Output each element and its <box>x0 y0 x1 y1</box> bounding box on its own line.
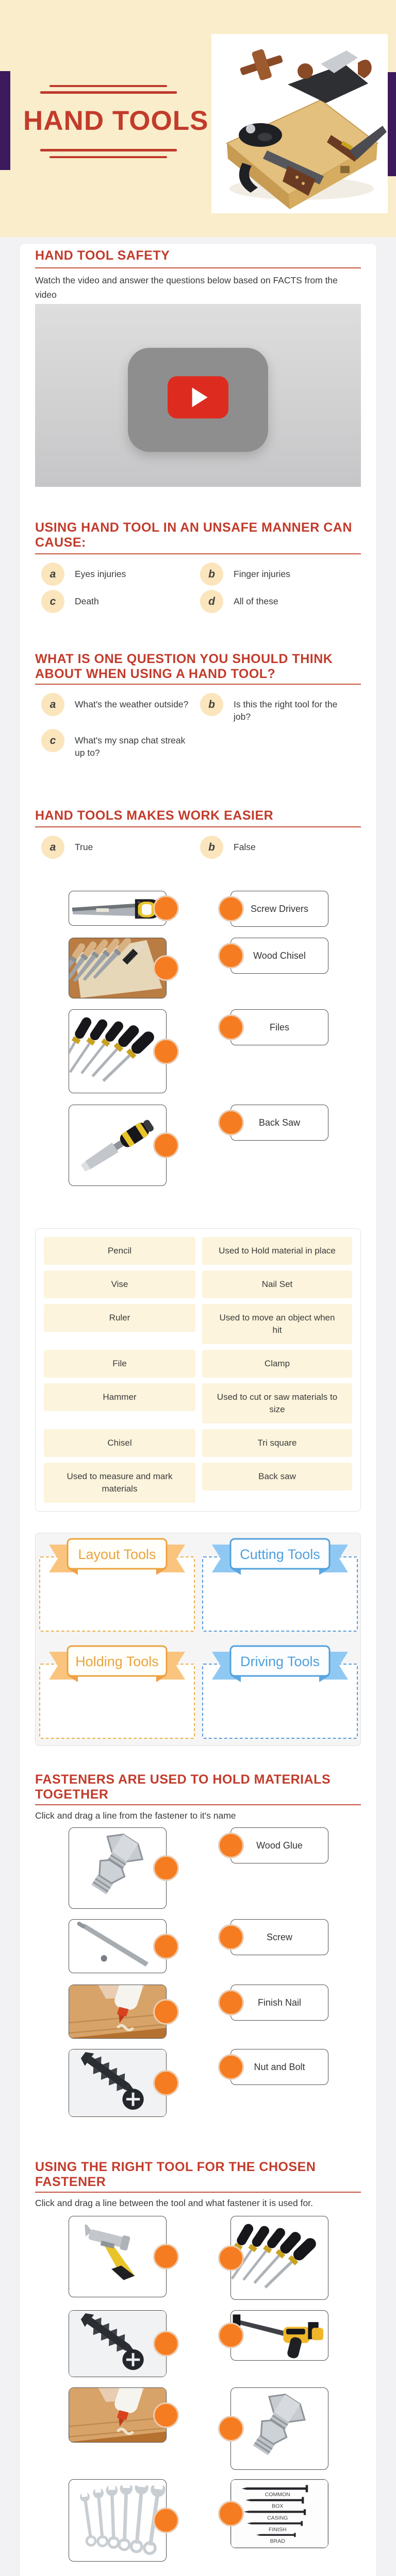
play-icon <box>192 387 208 407</box>
drag-connector-dot[interactable] <box>219 896 243 921</box>
match-row <box>69 938 361 998</box>
drag-connector-dot[interactable] <box>219 1110 243 1135</box>
table-cell[interactable]: File <box>44 1350 195 1378</box>
drag-connector-dot[interactable] <box>154 2244 178 2269</box>
drag-connector-dot[interactable] <box>154 896 178 921</box>
match-label <box>230 1105 328 1141</box>
option-b[interactable] <box>200 563 361 586</box>
finish-nail-image <box>69 1919 167 1973</box>
match-row <box>69 1827 361 1909</box>
ribbon-label: Layout Tools <box>78 1547 156 1562</box>
ribbon-label: Driving Tools <box>240 1654 320 1669</box>
section-heading-unsafe-manner: USING HAND TOOL IN AN UNSAFE MANNER CAN CAUSE: <box>35 520 352 550</box>
match-label <box>230 891 328 927</box>
table-cell[interactable]: Used to measure and mark materials <box>44 1463 195 1503</box>
q3-options <box>35 836 361 859</box>
option-text: What's the weather outside? <box>75 699 189 709</box>
match-row <box>69 2049 361 2117</box>
decorative-line <box>50 85 167 87</box>
nut-and-bolt-image <box>69 1827 167 1909</box>
drag-connector-dot[interactable] <box>219 943 243 968</box>
section-heading-one-question: WHAT IS ONE QUESTION YOU SHOULD THINK ABOUT WHEN USING A HAND TOOL? <box>35 652 333 681</box>
table-row <box>44 1463 352 1503</box>
ribbon-banner-blue <box>212 1536 348 1578</box>
table-cell[interactable]: Chisel <box>44 1429 195 1457</box>
match-label-text: Back Saw <box>258 1117 301 1128</box>
drag-connector-dot[interactable] <box>219 1925 243 1950</box>
table-cell[interactable]: Tri square <box>202 1429 352 1457</box>
nail-chart-label: BRAD <box>270 2538 285 2545</box>
match-label-text: Wood Chisel <box>253 950 306 961</box>
header-hero <box>0 0 396 237</box>
hammer-image <box>69 2216 167 2297</box>
match-row <box>69 2479 361 2562</box>
option-a[interactable] <box>41 563 200 586</box>
ribbon-banner-blue <box>212 1643 348 1685</box>
fastener-instruction-text: Click and drag a line from the fastener to it's name <box>35 1810 236 1821</box>
purple-accent-bar-left <box>0 71 10 170</box>
video-instruction-text: Watch the video and answer the questions below based on FACTS from the video <box>35 275 338 300</box>
hand-tools-photo <box>211 34 388 213</box>
category-cutting-tools <box>202 1536 358 1635</box>
match-label <box>230 1009 328 1045</box>
table-row <box>44 1383 352 1423</box>
match-label-text: Screw <box>266 1931 292 1942</box>
option-letter-badge[interactable]: b <box>200 836 223 859</box>
option-text: False <box>234 842 256 852</box>
drag-connector-dot[interactable] <box>154 2508 178 2533</box>
option-false[interactable] <box>200 836 361 859</box>
drag-connector-dot[interactable] <box>219 1990 243 2015</box>
ribbon-banner-orange <box>49 1643 185 1685</box>
option-letter-badge[interactable]: a <box>41 693 64 716</box>
match-row <box>69 1919 361 1973</box>
match-label <box>230 1985 328 2021</box>
option-letter-badge[interactable]: b <box>200 563 223 586</box>
option-text: Finger injuries <box>234 569 290 579</box>
drag-connector-dot[interactable] <box>154 1133 178 1158</box>
match-row <box>69 1009 361 1093</box>
nail-chart-label: BOX <box>272 2503 284 2510</box>
match-label <box>230 1827 328 1863</box>
block-plane <box>239 123 282 147</box>
nut-and-bolt-image <box>230 2387 328 2470</box>
drag-connector-dot[interactable] <box>154 1934 178 1959</box>
table-cell[interactable]: Ruler <box>44 1304 195 1332</box>
match-label-text: Nut and Bolt <box>254 2061 305 2072</box>
option-letter-badge[interactable]: c <box>41 590 64 613</box>
table-row <box>44 1304 352 1344</box>
wood-glue-image <box>69 1985 167 2039</box>
drag-connector-dot[interactable] <box>154 956 178 980</box>
table-row <box>44 1237 352 1265</box>
option-text: All of these <box>234 596 278 606</box>
drag-connector-dot[interactable] <box>219 2323 243 2348</box>
match-row <box>69 2387 361 2470</box>
table-cell[interactable]: Used to cut or saw materials to size <box>202 1383 352 1423</box>
nail-chart-label: FINISH <box>269 2526 287 2533</box>
option-a[interactable] <box>41 693 200 723</box>
table-cell[interactable]: Clamp <box>202 1350 352 1378</box>
option-b[interactable] <box>200 693 361 723</box>
q1-options <box>35 563 361 613</box>
match-row <box>69 891 361 927</box>
table-cell[interactable]: Used to Hold material in place <box>202 1237 352 1265</box>
drag-connector-dot[interactable] <box>154 1039 178 1064</box>
drag-connector-dot[interactable] <box>219 2055 243 2079</box>
marking-gauge <box>236 44 287 86</box>
play-button[interactable] <box>168 376 228 418</box>
section-heading-fasteners: FASTENERS ARE USED TO HOLD MATERIALS TOGETHER <box>35 1772 331 1802</box>
decorative-line <box>40 91 177 94</box>
drywall-screw-image <box>69 2049 167 2117</box>
option-text: What's my snap chat streak up to? <box>75 735 186 758</box>
tool-category-board <box>35 1533 361 1746</box>
drag-connector-dot[interactable] <box>219 2246 243 2270</box>
youtube-video-player[interactable] <box>35 304 361 487</box>
match-label-text: Wood Glue <box>256 1840 303 1851</box>
ribbon-label: Holding Tools <box>75 1654 159 1669</box>
option-letter-badge[interactable]: d <box>200 590 223 613</box>
page-title: HAND TOOLS <box>23 106 209 136</box>
drag-connector-dot[interactable] <box>154 2403 178 2428</box>
q2-options <box>35 693 361 759</box>
category-holding-tools <box>39 1643 195 1742</box>
title-block <box>23 85 209 158</box>
match-row <box>69 1985 361 2039</box>
matching-table <box>35 1228 361 1512</box>
category-layout-tools <box>39 1536 195 1635</box>
table-cell[interactable]: Vise <box>44 1270 195 1298</box>
drag-connector-dot[interactable] <box>154 2071 178 2095</box>
heading-rule <box>35 267 361 268</box>
drag-connector-dot[interactable] <box>219 1833 243 1858</box>
right-tool-instruction-text: Click and drag a line between the tool and what fastener it is used for. <box>35 2198 313 2208</box>
table-cell[interactable]: Pencil <box>44 1237 195 1265</box>
match-label <box>230 938 328 974</box>
table-row <box>44 1270 352 1298</box>
option-text: Is this the right tool for the job? <box>234 699 338 722</box>
drag-connector-dot[interactable] <box>154 1999 178 2024</box>
screwdriver-set-image <box>230 2216 328 2300</box>
ribbon-banner-orange <box>49 1536 185 1578</box>
table-cell[interactable]: Nail Set <box>202 1270 352 1298</box>
section-heading-hand-tool-safety: HAND TOOL SAFETY <box>35 248 170 263</box>
clamp-image <box>230 2310 328 2361</box>
match-label-text: Files <box>269 1022 289 1032</box>
wrench-set-image <box>69 2479 167 2562</box>
match-label-text: Screw Drivers <box>250 903 308 914</box>
option-d[interactable] <box>200 590 361 613</box>
section-heading-right-tool: USING THE RIGHT TOOL FOR THE CHOSEN FASTENER <box>35 2160 316 2189</box>
table-cell[interactable]: Used to move an object when hit <box>202 1304 352 1344</box>
table-cell[interactable]: Hammer <box>44 1383 195 1411</box>
option-letter-badge[interactable]: b <box>200 693 223 716</box>
match-row <box>69 2216 361 2300</box>
section-heading-work-easier: HAND TOOLS MAKES WORK EASIER <box>35 808 274 823</box>
worksheet-card <box>20 244 376 2576</box>
heading-rule <box>35 553 361 554</box>
wood-chisel-image <box>69 1105 167 1186</box>
wood-glue-image <box>69 2387 167 2443</box>
drag-connector-dot[interactable] <box>219 2501 243 2526</box>
option-text: True <box>75 842 93 852</box>
match-label <box>230 2049 328 2085</box>
heading-rule <box>35 1804 361 1805</box>
option-letter-badge[interactable]: a <box>41 836 64 859</box>
drag-connector-dot[interactable] <box>219 2416 243 2441</box>
heading-rule <box>35 826 361 827</box>
drag-connector-dot[interactable] <box>219 1015 243 1040</box>
option-text: Death <box>75 596 99 606</box>
option-c[interactable] <box>41 590 200 613</box>
option-text: Eyes injuries <box>75 569 126 579</box>
nail-chart-label: COMMON <box>265 2492 290 2498</box>
table-cell[interactable]: Back saw <box>202 1463 352 1490</box>
table-row <box>44 1350 352 1378</box>
match-row <box>69 1105 361 1186</box>
heading-rule <box>35 684 361 685</box>
option-letter-badge[interactable]: a <box>41 563 64 586</box>
heading-rule <box>35 2192 361 2193</box>
ribbon-label: Cutting Tools <box>240 1547 320 1562</box>
option-c[interactable] <box>41 729 200 759</box>
nail-chart-label: CASING <box>267 2515 288 2521</box>
decorative-line <box>40 149 177 151</box>
back-saw-image <box>69 891 167 926</box>
option-letter-badge[interactable]: c <box>41 729 64 752</box>
match-label-text: Finish Nail <box>257 1997 302 2008</box>
match-row <box>69 2310 361 2377</box>
drag-connector-dot[interactable] <box>154 1856 178 1880</box>
screwdriver-set-image <box>69 1009 167 1093</box>
table-row <box>44 1429 352 1457</box>
file-set-image <box>69 938 167 998</box>
nail-types-chart-image <box>230 2479 328 2548</box>
drag-connector-dot[interactable] <box>154 2331 178 2356</box>
drywall-screw-image <box>69 2310 167 2377</box>
option-true[interactable] <box>41 836 200 859</box>
hand-plane <box>288 50 372 103</box>
category-driving-tools <box>202 1643 358 1742</box>
match-label <box>230 1919 328 1955</box>
decorative-line <box>50 156 167 158</box>
